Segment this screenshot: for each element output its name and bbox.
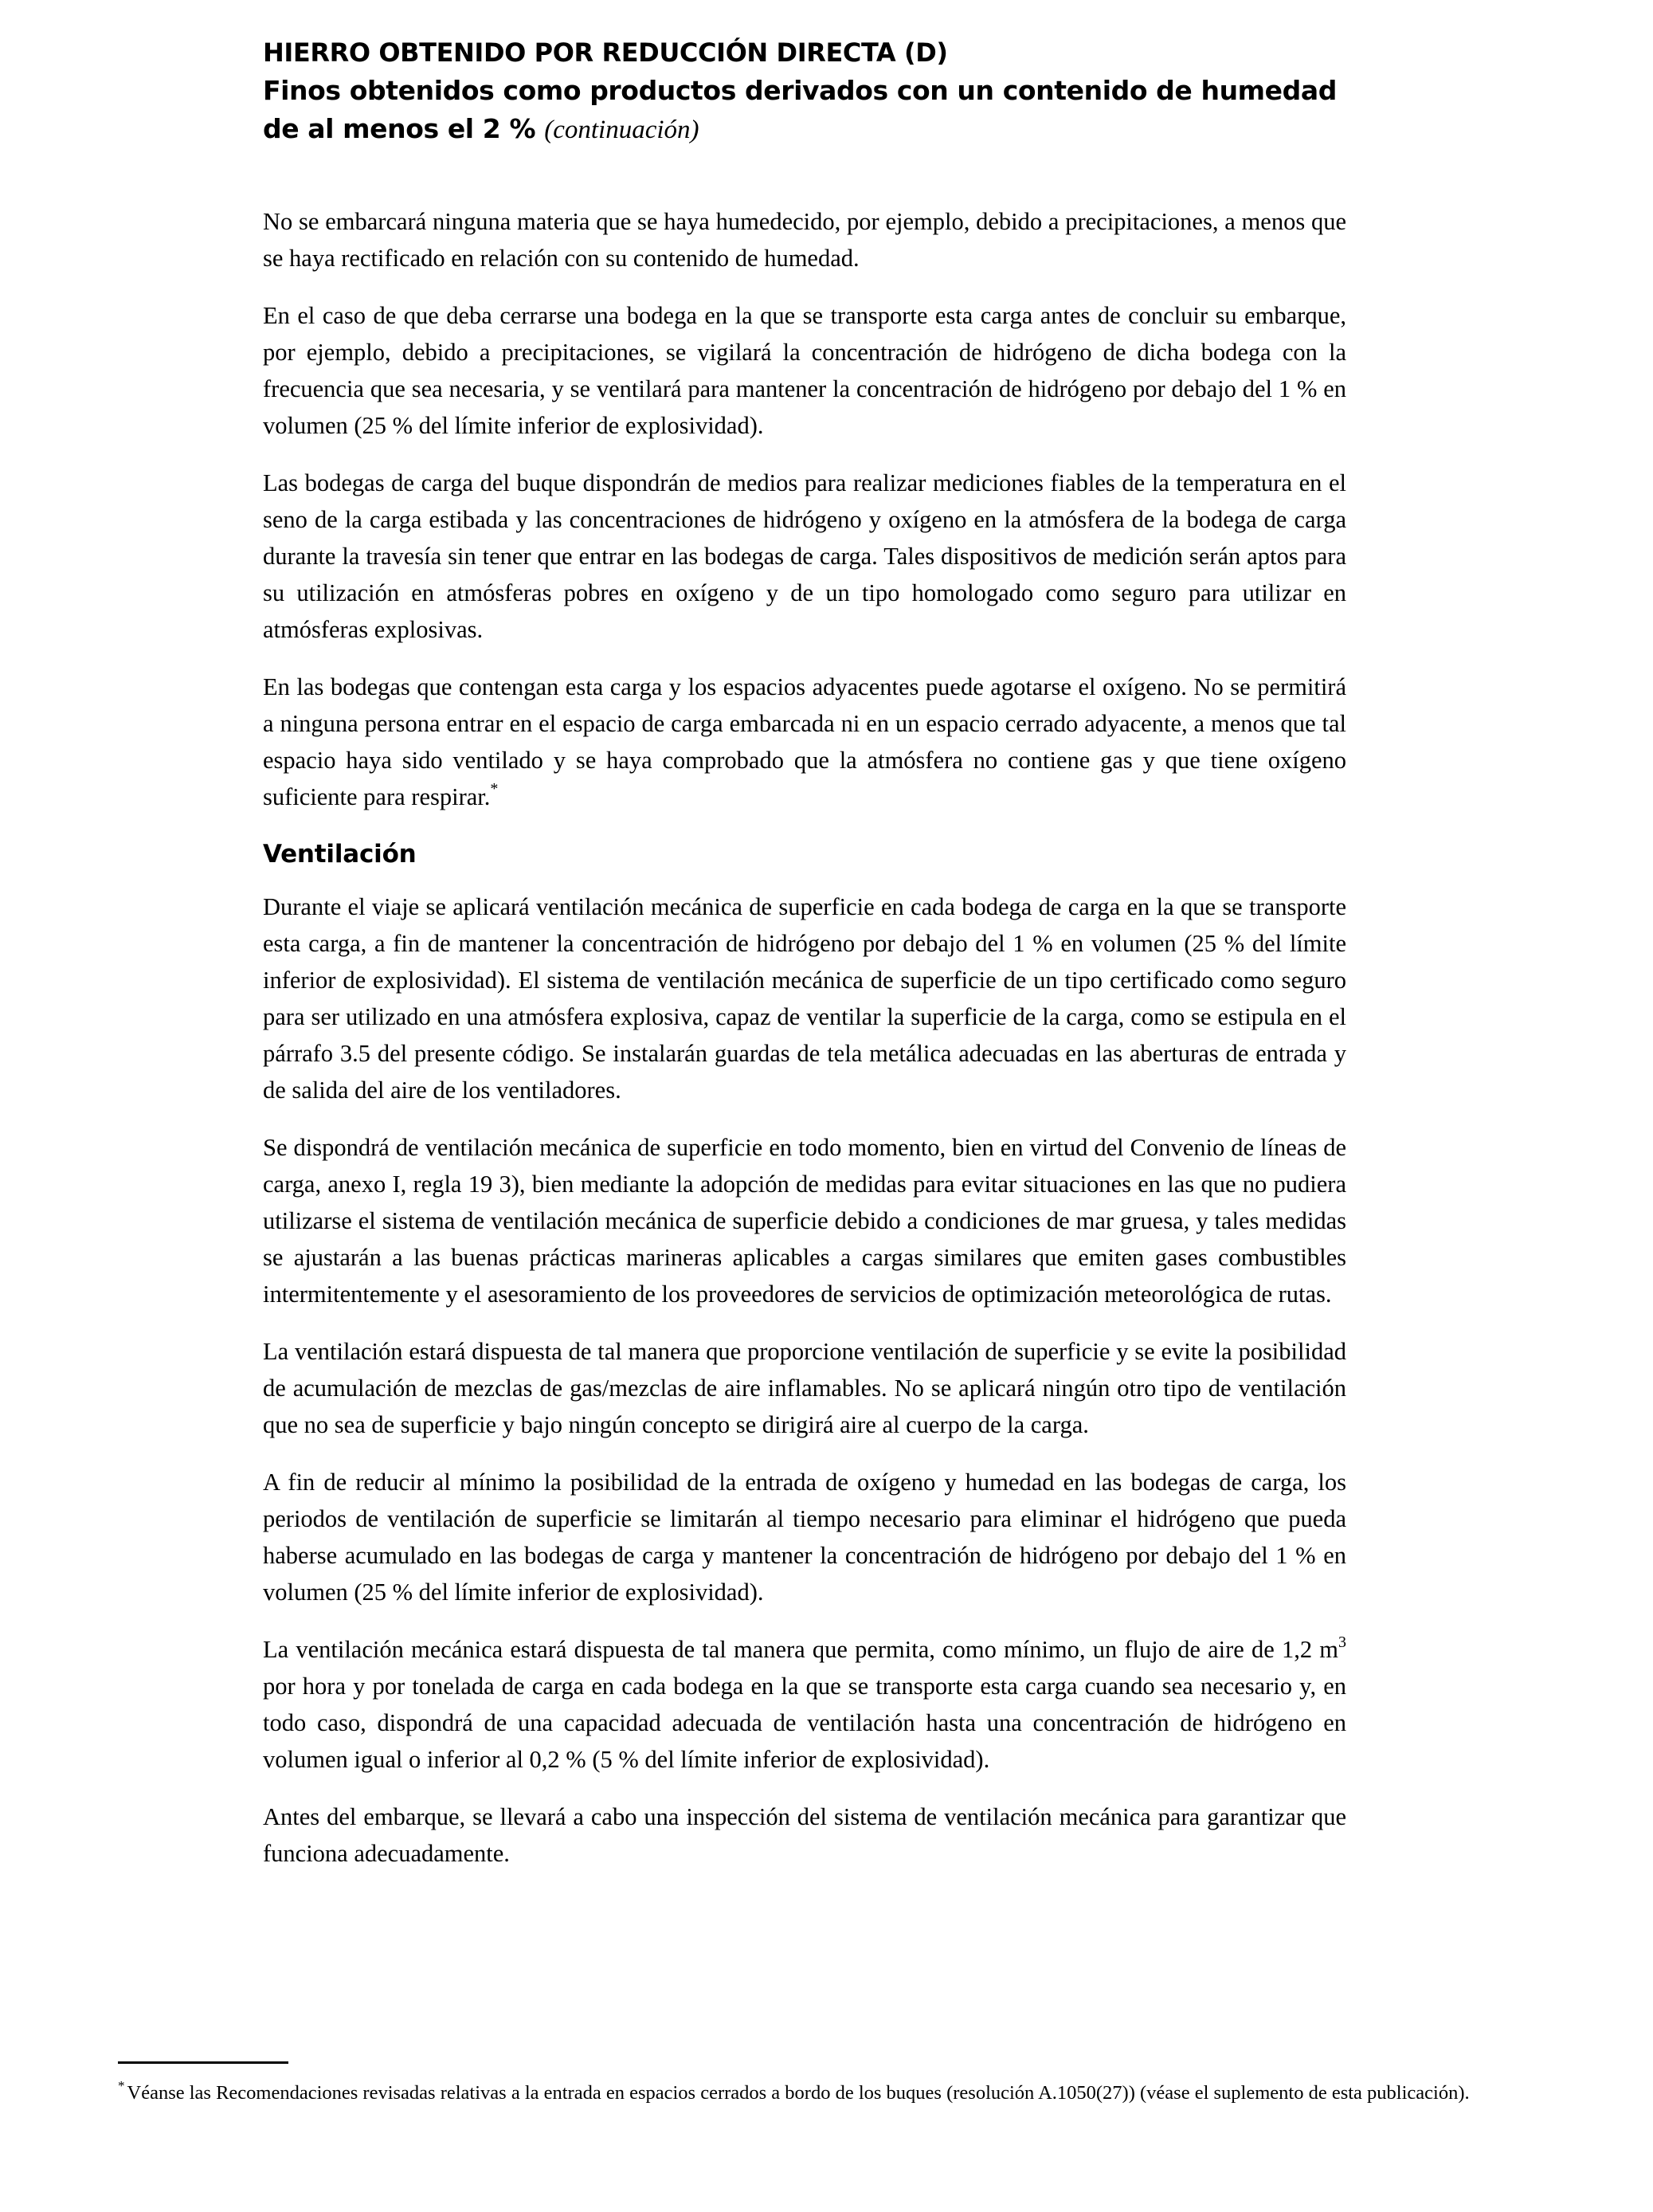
footnote-reference-marker: * <box>490 780 499 798</box>
paragraph-1: No se embarcará ninguna materia que se haya humedecido, por ejemplo, debido a precipitaciones, a menos que se haya rectificado en relación con su contenido de humedad. <box>263 208 1346 272</box>
paragraph-3: Las bodegas de carga del buque dispondrán de medios para realizar mediciones fiables de la temperatura en el seno de la carga estibada y las concentraciones de hidrógeno y oxígeno en la atmósfera de la bodega de carga durante la travesía sin tener que entrar en las bodegas de carga. Tales dispositivos de medición serán aptos para su utilización en atmósferas pobres en oxígeno y de un tipo homologado como seguro para utilizar en atmósferas explosivas. <box>263 469 1346 643</box>
paragraph-4-text: En las bodegas que contengan esta carga y los espacios adyacentes puede agotarse el oxígeno. No se permitirá a ninguna persona entrar en el espacio de carga embarcada ni en un espacio cerrado adyacente, a menos que tal espacio haya sido ventilado y se haya comprobado que la atmósfera no contiene gas y que tiene oxígeno suficiente para respirar. <box>263 673 1346 810</box>
paragraph-2: En el caso de que deba cerrarse una bodega en la que se transporte esta carga antes de concluir su embarque, por ejemplo, debido a precipitaciones, se vigilará la concentración de hidrógeno de dicha bodega con la frecuencia que sea necesaria, y se ventilará para mantener la concentración de hidrógeno por debajo del 1 % en volumen (25 % del límite inferior de explosividad). <box>263 302 1346 439</box>
paragraph-8: A fin de reducir al mínimo la posibilidad de la entrada de oxígeno y humedad en las bodegas de carga, los periodos de ventilación de superficie se limitarán al tiempo necesario para eliminar el hidrógeno que pueda haberse acumulado en las bodegas de carga y mantener la concentración de hidrógeno por debajo del 1 % en volumen (25 % del límite inferior de explosividad). <box>263 1469 1346 1606</box>
heading-line-2: Finos obtenidos como productos derivados con un contenido de humedad <box>263 75 1337 106</box>
paragraph-5: Durante el viaje se aplicará ventilación mecánica de superficie en cada bodega de carga en la que se transporte esta carga, a fin de mantener la concentración de hidrógeno por debajo del 1 % en volumen (25 % del límite inferior de explosividad). El sistema de ventilación mecánica de superficie de un tipo certificado como seguro para ser utilizado en una atmósfera explosiva, capaz de ventilar la superficie de la carga, como se estipula en el párrafo 3.5 del presente código. Se instalarán guardas de tela metálica adecuadas en las aberturas de entrada y de salida del aire de los ventiladores. <box>263 893 1346 1104</box>
heading-continuation-label: (continuación) <box>544 116 699 144</box>
footnote-marker: * <box>118 2078 125 2093</box>
page-heading <box>263 33 1537 149</box>
paragraph-4 <box>263 669 1346 815</box>
cubic-metre-exponent: 3 <box>1338 1634 1346 1651</box>
paragraph-6: Se dispondrá de ventilación mecánica de superficie en todo momento, bien en virtud del Convenio de líneas de carga, anexo I, regla 19 3), bien mediante la adopción de medidas para evitar situaciones en las que no pudiera utilizarse el sistema de ventilación mecánica de superficie debido a condiciones de mar gruesa, y tales medidas se ajustarán a las buenas prácticas marineras aplicables a cargas similares que emiten gases combustibles intermitentemente y el asesoramiento de los proveedores de servicios de optimización meteorológica de rutas. <box>263 1134 1346 1308</box>
paragraph-7: La ventilación estará dispuesta de tal manera que proporcione ventilación de superficie y se evite la posibilidad de acumulación de mezclas de gas/mezclas de aire inflamables. No se aplicará ningún otro tipo de ventilación que no sea de superficie y bajo ningún concepto se dirigirá aire al cuerpo de la carga. <box>263 1338 1346 1438</box>
footnote-separator-rule <box>118 2061 288 2064</box>
heading-line-1: HIERRO OBTENIDO POR REDUCCIÓN DIRECTA (D) <box>263 37 948 68</box>
paragraph-10: Antes del embarque, se llevará a cabo una inspección del sistema de ventilación mecánica para garantizar que funciona adecuadamente. <box>263 1803 1346 1867</box>
section-heading-ventilacion: Ventilación <box>263 840 417 869</box>
footnote-entry <box>118 2080 1552 2107</box>
paragraph-9-text-after-exponent: por hora y por tonelada de carga en cada bodega en la que se transporte esta carga cuando sea necesario y, en todo caso, dispondrá de una capacidad adecuada de ventilación hasta una concentración de hidrógeno en volumen igual o inferior al 0,2 % (5 % del límite inferior de explosividad). <box>263 1673 1346 1773</box>
heading-line-3-bold: de al menos el 2 % <box>263 113 536 144</box>
body-text-column <box>263 203 1346 1872</box>
footnote-body-text: Véanse las Recomendaciones revisadas relativas a la entrada en espacios cerrados a bordo de los buques (resolución A.1050(27)) (véase el suplemento de esta publicación). <box>127 2082 1470 2104</box>
paragraph-9 <box>263 1631 1346 1778</box>
heading-line-3 <box>263 110 1537 149</box>
footnote-area <box>118 2061 1552 2107</box>
paragraph-9-text-before-exponent: La ventilación mecánica estará dispuesta de tal manera que permita, como mínimo, un flujo de aire de 1,2 m <box>263 1636 1338 1663</box>
